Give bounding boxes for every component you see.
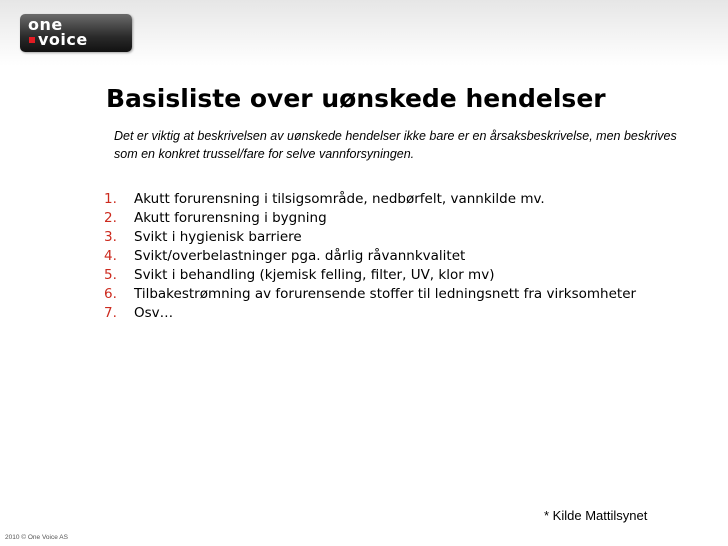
list-number: 6.	[104, 286, 117, 302]
event-list	[104, 190, 644, 323]
one-voice-logo	[20, 14, 132, 52]
list-item	[104, 285, 644, 304]
copyright-footer: 2010 © One Voice AS	[5, 534, 68, 541]
list-item	[104, 266, 644, 285]
list-number: 7.	[104, 305, 117, 321]
list-item	[104, 247, 644, 266]
list-item	[104, 228, 644, 247]
logo-text-one: one	[28, 15, 63, 34]
list-number: 2.	[104, 210, 117, 226]
logo-red-square	[29, 37, 35, 43]
list-item	[104, 209, 644, 228]
source-note: * Kilde Mattilsynet	[544, 508, 648, 523]
list-item-text: Osv…	[134, 305, 174, 321]
list-item-text: Tilbakestrømning av forurensende stoffer til ledningsnett fra virksomheter	[134, 286, 637, 302]
list-number: 1.	[104, 191, 117, 207]
list-item-text: Akutt forurensning i tilsigsområde, nedbørfelt, vannkilde mv.	[134, 191, 545, 207]
list-item	[104, 304, 644, 323]
list-item-text: Svikt/overbelastninger pga. dårlig råvannkvalitet	[134, 248, 466, 264]
list-number: 5.	[104, 267, 117, 283]
list-item-text: Akutt forurensning i bygning	[134, 210, 327, 226]
list-number: 3.	[104, 229, 117, 245]
slide-subtitle: Det er viktig at beskrivelsen av uønskede hendelser ikke bare er en årsaksbeskrivelse, men beskrives som en konkret trussel/fare for selve vannforsyningen.	[114, 129, 677, 161]
list-item	[104, 190, 644, 209]
slide-title: Basisliste over uønskede hendelser	[106, 84, 606, 113]
list-number: 4.	[104, 248, 117, 264]
logo-text-voice: voice	[38, 30, 88, 49]
list-item-text: Svikt i behandling (kjemisk felling, filter, UV, klor mv)	[134, 267, 495, 283]
list-item-text: Svikt i hygienisk barriere	[134, 229, 302, 245]
